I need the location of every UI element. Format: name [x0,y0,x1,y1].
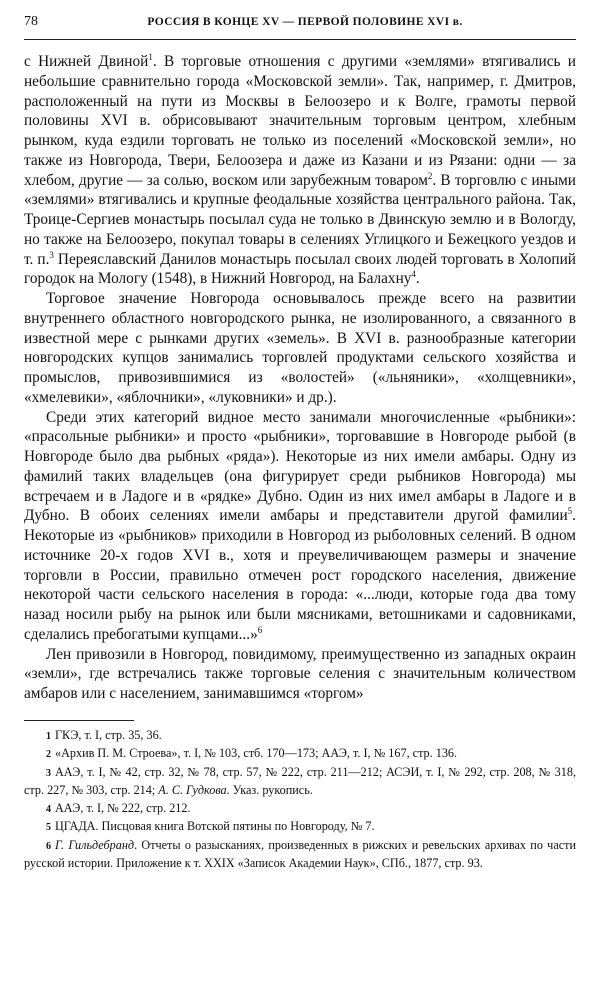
author-name: А. С. Гудкова [158,783,227,798]
footnote: 3 ААЭ, т. I, № 42, стр. 32, № 78, стр. 57, № 222, стр. 211—212; АСЭИ, т. I, № 292, стр. 208, № 318, стр. 227, № 303, стр. 214; А. С. Гудкова. Указ. рукопись. [24,764,576,798]
paragraph: Лен привозили в Новгород, повидимому, преимущественно из западных окраин «земли», где встречались также торговые селения с значительным количеством амбаров или с населением, занимавшимся «торгом» [24,645,576,702]
paragraph: с Нижней Двиной$^1$. В торговые отношения с другими «землями» втягивались и небольшие сравнительно города «Московской земли». Так, например, г. Дмитров, расположенный на пути из Москвы в Белоозеро и к Волге, грамоты первой половины XVI в. обрисовывают значительным торговым центром, хлебным рынком, куда ездили торговать не только из поселений «Московской земли», но также из Новгорода, Твери, Белоозера и даже из Казани и из Рязани: одни — за хлебом, другие — за солью, воском или зарубежным товаром$^2$. В торговлю с иными «землями» втягивались и крупные феодальные хозяйства центрального района. Так, Троице-Сергиев монастырь посылал суда не только в Двинскую землю и в Вологду, но также на Белоозеро, покупал товары в селениях Углицкого и Бежецкого уездов и т. п.$^3$ Переяславский Данилов монастырь посылал своих людей торговать в Холопий городок на Мологу (1548), в Нижний Новгород, на Балахну$^4$. [24,51,576,288]
footnote-ref: 6 [257,624,263,635]
footnote-ref: 3 [49,249,54,260]
footnote-ref: 5 [567,506,573,517]
footnote: 6 Г. Гильдебранд. Отчеты о разысканиях, произведенных в рижских и ревельских архивах по части русской истории. Приложение к т. XXIX «Записок Академии Наук», СПб., 1877, стр. 93. [24,837,576,871]
paragraph: Торговое значение Новгорода основывалось прежде всего на развитии внутреннего областного новгородского рынка, не изолированного, а связанного в известной мере с рынками других «земель». В XVI в. разнообразные категории новгородских купцов занимались торговлей продуктами сельского хозяйства и промыслов, привозившимися из «волостей» («льняники», «холщевники», «хмелевики», «яблочники», «луковники» и др.). [24,290,576,406]
footnote: 4 ААЭ, т. I, № 222, стр. 212. [46,800,191,815]
footnote-divider [24,720,134,721]
running-head: РОССИЯ В КОНЦЕ XV — ПЕРВОЙ ПОЛОВИНЕ XVI в. [147,16,463,28]
footnote: 1 ГКЭ, т. I, стр. 35, 36. [46,727,162,742]
page-header [24,14,576,40]
paragraph: Среди этих категорий видное место занимали многочисленные «рыбники»: «прасольные рыбники» и просто «рыбники», торговавшие в Новгороде рыбой (в Новгороде было два рыбных «ряда»). Некоторые из них имели амбары. Одну из фамилий таких владельцев (она фигурирует среди рыбников Новгорода) мы встречаем и в Ладоге и в «рядке» Дубно. Один из них имел амбары в Ладоге и в Дубно. В обоих селениях имели амбары и представители другой фамилии$^5$. Некоторые из «рыбников» приходили в Новгород из рыболовных селений. В одном источнике 20-х годов XVI в., хотя и преувеличивающем размеры и значение торговли в России, правильно отмечен рост городского населения, движение некоторой части сельского населения в города: «...люди, которые года два тому назад носили рыбу на рынок или были мясниками, ветошниками и садовниками, сделались пребогатыми купцами...»$^6$ [24,408,576,643]
footnote-ref: 1 [148,51,153,62]
page-number: 78 [24,14,38,29]
footnotes [24,727,576,873]
footnote-ref: 4 [411,269,416,280]
author-name: Г. Гильдебранд [55,837,135,852]
footnote-ref: 2 [427,170,433,181]
footnote: 5 ЦГАДА. Писцовая книга Вотской пятины по Новгороду, № 7. [46,819,375,834]
body-text [24,52,576,704]
footnote: 2 «Архив П. М. Строева», т. I, № 103, стб. 170—173; ААЭ, т. I, № 167, стр. 136. [46,746,458,761]
